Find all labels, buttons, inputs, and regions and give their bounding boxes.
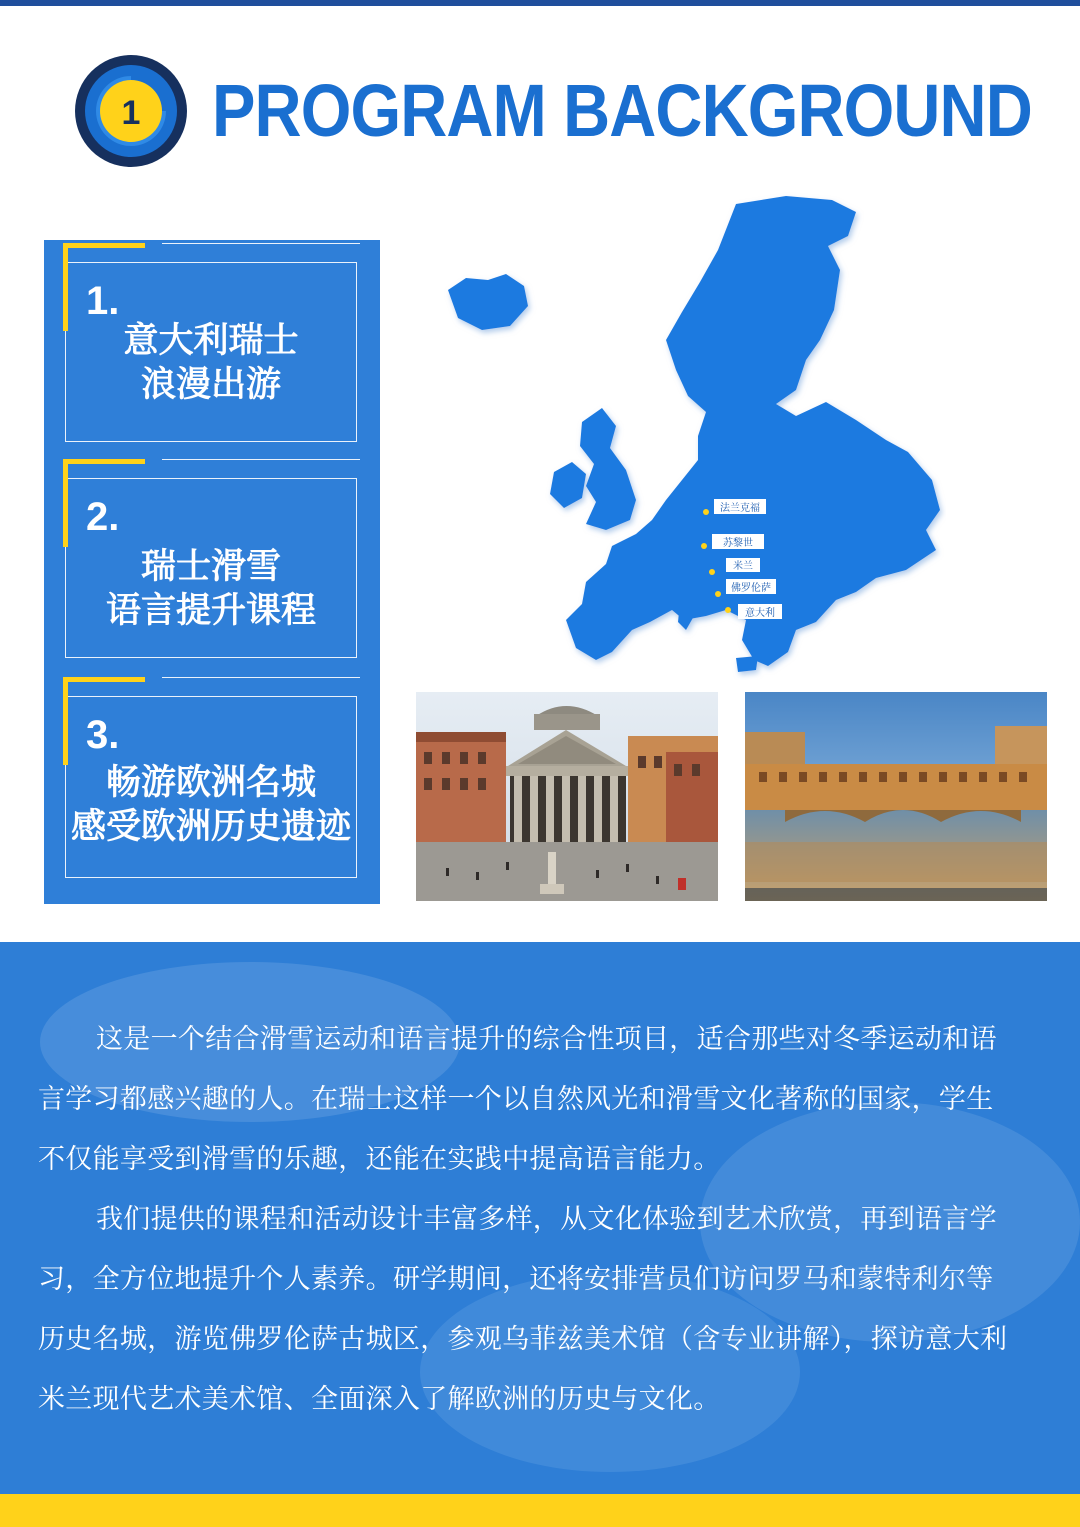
city-label-frankfurt: 法兰克福 — [720, 503, 760, 514]
feature-panel — [44, 240, 380, 904]
section-number-badge — [74, 54, 188, 168]
city-label-italy: 意大利 — [745, 608, 775, 619]
feature-line: 意大利瑞士 — [123, 321, 299, 361]
feature-line: 浪漫出游 — [140, 365, 281, 405]
city-label-florence: 佛罗伦萨 — [731, 583, 771, 594]
feature-line: 语言提升课程 — [105, 591, 316, 631]
feature-number: 1. — [86, 279, 120, 323]
europe-map — [436, 190, 946, 680]
intro-section — [0, 942, 1080, 1494]
city-label-milan: 米兰 — [733, 561, 753, 572]
feature-card-1 — [65, 262, 357, 442]
feature-number: 3. — [86, 713, 120, 757]
ponte-vecchio-photo — [745, 692, 1047, 901]
intro-paragraph-2: 我们提供的课程和活动设计丰富多样，从文化体验到艺术欣赏，再到语言学习，全方位地提升个人素养。研学期间，还将安排营员们访问罗马和蒙特利尔等历史名城，游览佛罗伦萨古城区，参观乌菲兹美术馆（含专业讲解），探访意大利米兰现代艺术美术馆、全面深入了解欧洲的历史与文化。 — [38, 1204, 1008, 1415]
feature-line: 瑞士滑雪 — [140, 547, 281, 587]
feature-line: 畅游欧洲名城 — [105, 763, 316, 803]
feature-number: 2. — [86, 495, 120, 539]
feature-line: 感受欧洲历史遗迹 — [70, 807, 351, 847]
city-label-zurich: 苏黎世 — [723, 538, 753, 549]
badge-number: 1 — [121, 94, 141, 132]
intro-paragraph-1: 这是一个结合滑雪运动和语言提升的综合性项目，适合那些对冬季运动和语言学习都感兴趣的人。在瑞士这样一个以自然风光和滑雪文化著称的国家，学生不仅能享受到滑雪的乐趣，还能在实践中提高语言能力。 — [38, 1024, 997, 1175]
bottom-accent-bar — [0, 1494, 1080, 1527]
feature-card-2 — [65, 478, 357, 658]
pantheon-photo — [416, 692, 718, 901]
page-title: PROGRAM BACKGROUND — [212, 69, 1032, 152]
top-rule — [0, 0, 1080, 6]
feature-card-3 — [65, 696, 357, 878]
